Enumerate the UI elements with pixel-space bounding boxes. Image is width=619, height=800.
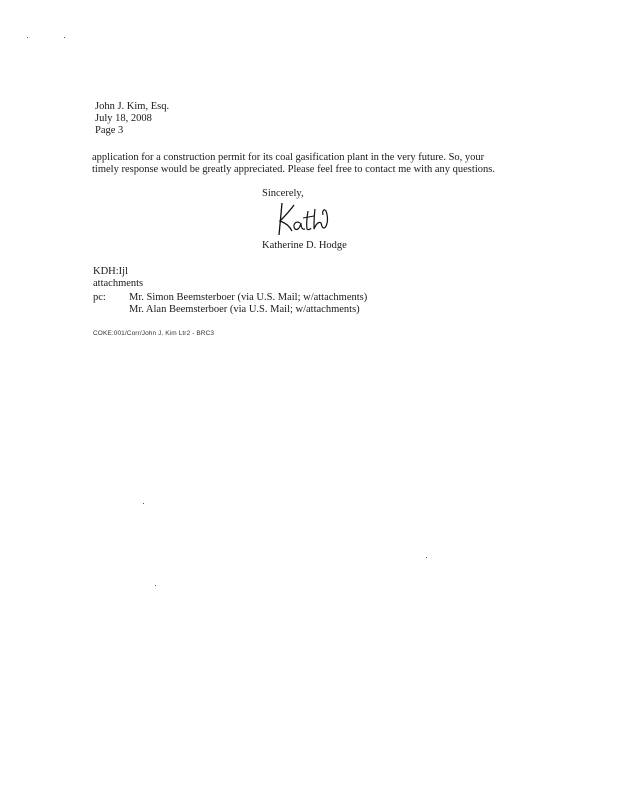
handwritten-signature — [268, 199, 332, 239]
typist-initials: KDH:Ijl — [93, 266, 128, 277]
signer-name: Katherine D. Hodge — [262, 240, 347, 251]
scan-speck — [155, 585, 156, 586]
enclosure-notation: attachments — [93, 278, 144, 289]
scan-speck — [27, 37, 28, 38]
body-line-1: application for a construction permit for its coal gasification plant in the very future. So, your — [92, 152, 485, 163]
copy-recipient: Mr. Simon Beemsterboer (via U.S. Mail; w/attachments) — [129, 292, 368, 303]
scan-speck — [143, 503, 144, 504]
copy-label: pc: — [93, 292, 106, 303]
scan-speck — [426, 557, 427, 558]
signature-graphic — [268, 199, 332, 239]
page-number: Page 3 — [95, 125, 124, 136]
recipient-line: John J. Kim, Esq. — [95, 101, 170, 112]
letter-date: July 18, 2008 — [95, 113, 152, 124]
body-line-2: timely response would be greatly appreciated. Please feel free to contact me with any questions. — [92, 164, 495, 175]
copy-recipient: Mr. Alan Beemsterboer (via U.S. Mail; w/attachments) — [129, 304, 360, 315]
valediction: Sincerely, — [262, 188, 304, 199]
document-reference: COKE:001/Corr/John J. Kim Ltr2 - BRC3 — [93, 330, 215, 337]
scan-speck — [64, 37, 65, 38]
